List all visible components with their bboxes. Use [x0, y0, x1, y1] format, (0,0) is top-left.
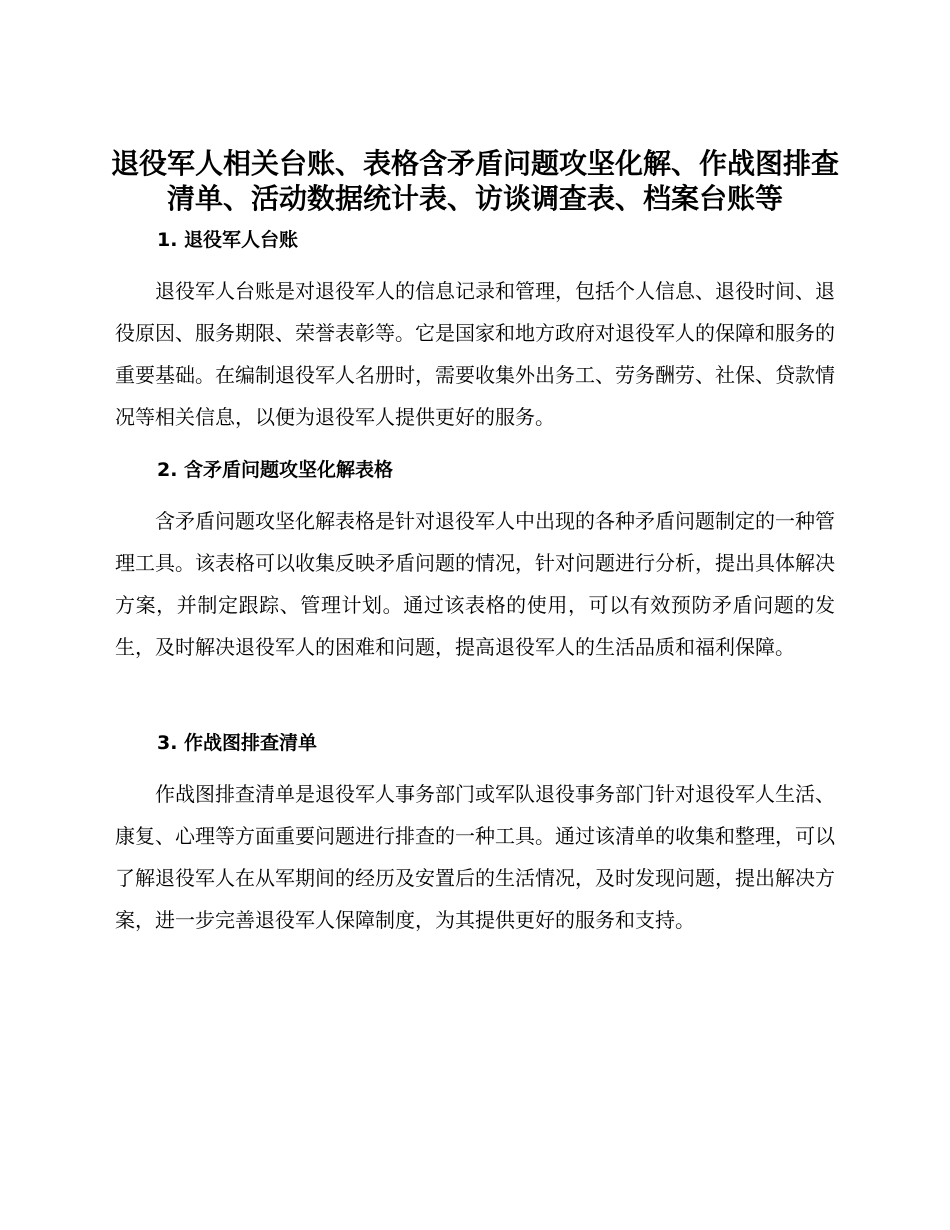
section-paragraph-3: 作战图排查清单是退役军人事务部门或军队退役事务部门针对退役军人生活、康复、心理等方面重要问题进行排查的一种工具。通过该清单的收集和整理，可以了解退役军人在从军期间的经历及安置后的生活情况，及时发现问题，提出解决方案，进一步完善退役军人保障制度，为其提供更好的服务和支持。: [115, 782, 835, 932]
section-heading-2: 2. 含矛盾问题攻坚化解表格: [157, 459, 394, 481]
section-heading-1: 1. 退役军人台账: [157, 229, 299, 251]
section-heading-3: 3. 作战图排查清单: [157, 732, 318, 754]
document-title-line-2: 清单、活动数据统计表、访谈调查表、档案台账等: [166, 182, 783, 215]
section-paragraph-1: 退役军人台账是对退役军人的信息记录和管理，包括个人信息、退役时间、退役原因、服务期限、荣誉表彰等。它是国家和地方政府对退役军人的保障和服务的重要基础。在编制退役军人名册时，需要收集外出务工、劳务酬劳、社保、贷款情况等相关信息，以便为退役军人提供更好的服务。: [115, 279, 835, 429]
document-title-line-1: 退役军人相关台账、表格含矛盾问题攻坚化解、作战图排查: [110, 147, 839, 180]
section-paragraph-2: 含矛盾问题攻坚化解表格是针对退役军人中出现的各种矛盾问题制定的一种管理工具。该表格可以收集反映矛盾问题的情况，针对问题进行分析，提出具体解决方案，并制定跟踪、管理计划。通过该表格的使用，可以有效预防矛盾问题的发生，及时解决退役军人的困难和问题，提高退役军人的生活品质和福利保障。: [115, 509, 835, 659]
